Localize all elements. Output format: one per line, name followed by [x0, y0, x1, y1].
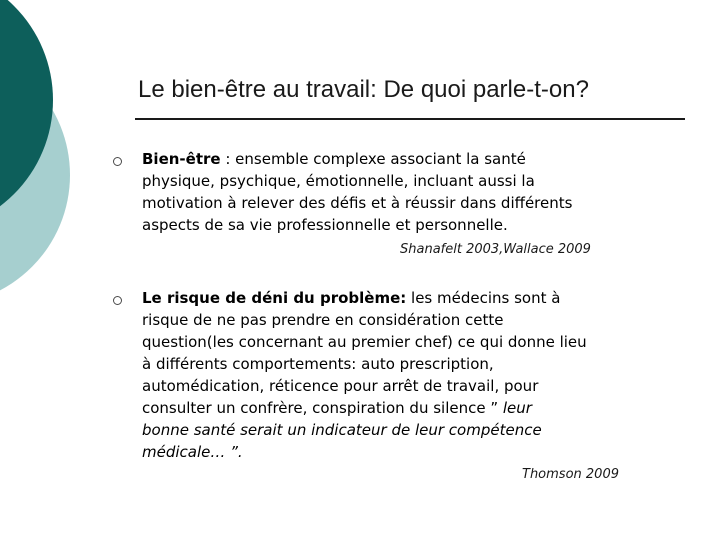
bullet-text: les médecins sont à: [406, 289, 561, 307]
bullet-text: : ensemble complexe associant la santé: [220, 150, 526, 168]
bullet-definition: [142, 148, 682, 236]
quote-line: bonne santé serait un indicateur de leur compétence: [142, 421, 542, 439]
bullet-line: à différents comportements: auto prescription,: [142, 355, 494, 373]
bullet-term: Bien-être: [142, 150, 221, 168]
bullet-line: question(les concernant au premier chef) ce qui donne lieu: [142, 333, 587, 351]
hollow-circle-bullet-icon: [113, 157, 122, 166]
bullet-line: physique, psychique, émotionnelle, incluant aussi la: [142, 172, 535, 190]
quote-text: leur: [498, 399, 532, 417]
bullet-line: aspects de sa vie professionnelle et personnelle.: [142, 216, 508, 234]
bullet-term: Le risque de déni du problème:: [142, 289, 407, 307]
bullet-line: motivation à relever des défis et à réussir dans différents: [142, 194, 573, 212]
bullet-line: [142, 148, 682, 170]
bullet-line: [142, 397, 682, 419]
bullet-line: risque de ne pas prendre en considération cette: [142, 311, 504, 329]
bullet-line: automédication, réticence pour arrêt de travail, pour: [142, 377, 539, 395]
bullet-text: consulter un confrère, conspiration du silence ”: [142, 399, 499, 417]
bullet-denial-risk: [142, 287, 682, 463]
teal-circles-icon: [0, 0, 120, 300]
bullet-line: [142, 287, 682, 309]
hollow-circle-bullet-icon: [113, 296, 122, 305]
quote-line: médicale… ”.: [142, 443, 243, 461]
title-divider: [135, 118, 685, 120]
source-citation: Thomson 2009: [522, 467, 619, 482]
source-citation: Shanafelt 2003,Wallace 2009: [400, 242, 591, 257]
slide-title: Le bien-être au travail: De quoi parle-t-on?: [138, 76, 589, 103]
